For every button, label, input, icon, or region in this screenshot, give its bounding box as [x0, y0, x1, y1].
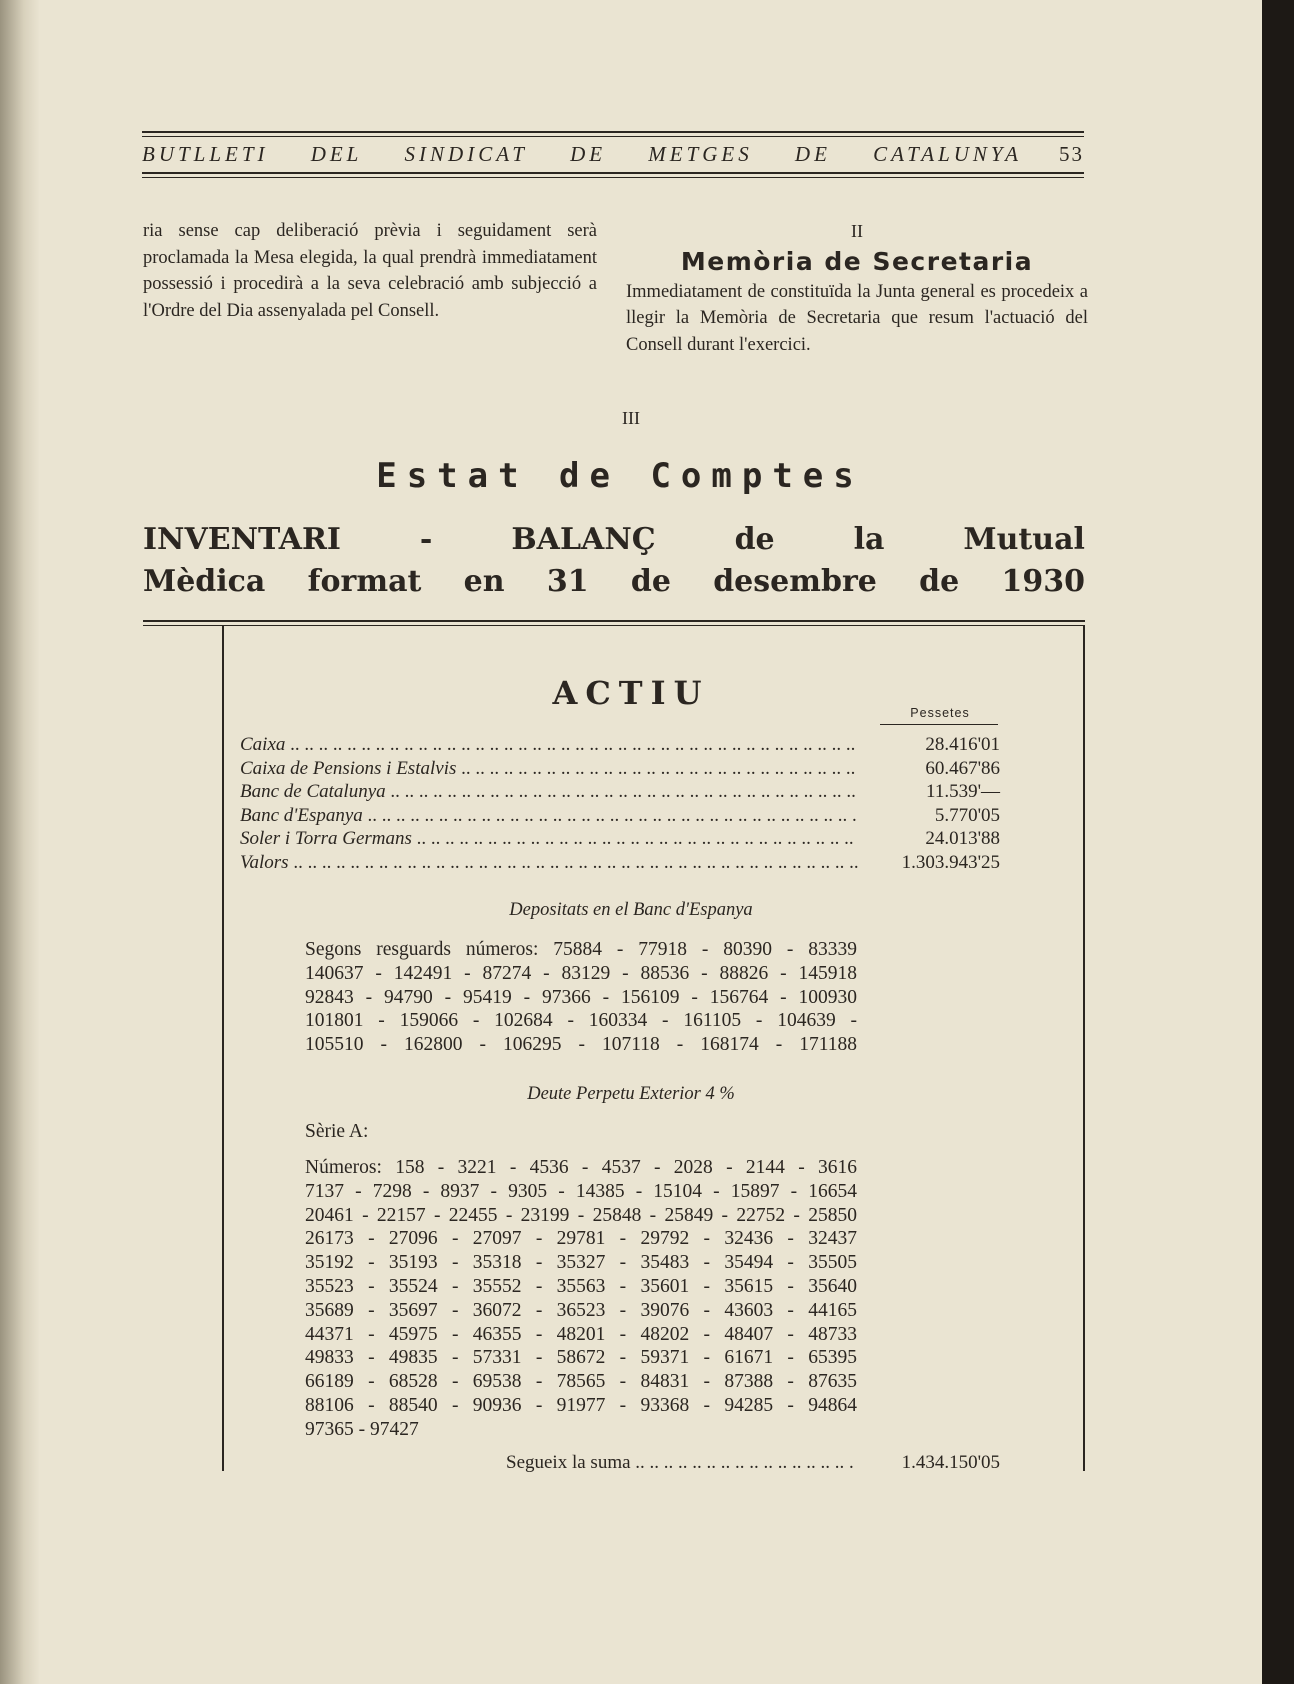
number-line: 44371 - 45975 - 46355 - 48201 - 48202 - 48407 - 48733 — [305, 1323, 857, 1345]
estat-de-comptes-title: Estat de Comptes — [376, 456, 864, 496]
header-rule-top — [142, 131, 1084, 133]
section-number-iii: III — [622, 408, 640, 428]
number-line: Números: 158 - 3221 - 4536 - 4537 - 2028 - 2144 - 3616 — [305, 1157, 857, 1178]
header-rule-bottom — [142, 172, 1084, 174]
number-line: 26173 - 27096 - 27097 - 29781 - 29792 - 32436 - 32437 — [305, 1228, 857, 1250]
total-label: Segueix la suma .. .. — [506, 1452, 854, 1474]
table-row — [240, 733, 1000, 757]
memoria-text: Immediatament de constituïda la Junta general es procedeix a llegir la Memòria de Secretaria que resum l'actuació del Consell durant l'exercici. — [626, 281, 1088, 355]
number-line: 35689 - 35697 - 36072 - 36523 - 39076 - 43603 - 44165 — [305, 1299, 857, 1321]
row-amount: 5.770'05 — [934, 804, 1000, 826]
box-rule-left — [222, 626, 224, 1471]
table-row — [240, 827, 1000, 851]
page-edge — [1262, 0, 1294, 1684]
subtitle-word: de — [919, 564, 960, 599]
page-number: 53 — [1059, 142, 1084, 166]
number-line: 49833 - 49835 - 57331 - 58672 - 59371 - 61671 - 65395 — [305, 1347, 857, 1369]
inventari-balanc-line-1 — [143, 522, 1085, 557]
right-column — [626, 218, 1088, 358]
header-rule-bottom-thin — [142, 177, 1084, 178]
subtitle-word: Mèdica — [143, 564, 266, 599]
row-amount: 24.013'88 — [925, 828, 1000, 849]
currency-label: Pessetes — [910, 706, 970, 720]
left-column-text: ria sense cap deliberació prèvia i seguidament serà proclamada la Mesa elegida, la qual prendrà immediatament possessió i procedirà a la seva celebració amb subjecció a l'Ordre del Dia assenyalada pel Consell. — [143, 221, 597, 321]
subtitle-word: format — [307, 564, 422, 599]
table-row — [240, 757, 1000, 781]
number-line: 20461 - 22157 - 22455 - 23199 - 25848 - 25849 - 22752 - 25850 — [305, 1204, 857, 1226]
table-row — [240, 851, 1000, 875]
row-label: Caixa .. .. — [240, 733, 858, 757]
row-label: Valors .. .. — [240, 851, 858, 875]
number-line: 66189 - 68528 - 69538 - 78565 - 84831 - 87388 - 87635 — [305, 1371, 857, 1393]
section-number-ii: II — [851, 221, 863, 241]
running-head-word: METGES — [648, 142, 753, 166]
total-amount: 1.434.150'05 — [901, 1452, 1000, 1473]
running-head-word: DE — [570, 142, 607, 166]
subtitle-word: Mutual — [963, 522, 1085, 557]
deute-numbers — [305, 1156, 857, 1442]
running-head — [142, 142, 1084, 167]
actiu-heading: ACTIU — [552, 674, 710, 712]
box-rule-top-thin — [143, 625, 1085, 626]
row-amount: 28.416'01 — [925, 734, 1000, 755]
row-amount: 11.539'— — [926, 781, 1000, 802]
subtitle-word: - — [419, 522, 433, 557]
number-line: 105510 - 162800 - 106295 - 107118 - 168174 - 171188 — [305, 1034, 857, 1056]
header-rule-top-thin — [142, 136, 1084, 137]
subtitle-word: en — [463, 564, 505, 599]
subtitle-word: 1930 — [1001, 564, 1085, 599]
running-head-word: CATALUNYA — [873, 142, 1022, 166]
running-head-word: SINDICAT — [404, 142, 528, 166]
subtitle-word: de — [630, 564, 671, 599]
row-amount: 1.303.943'25 — [901, 851, 1000, 873]
running-head-word: BUTLLETI — [142, 142, 269, 166]
depositats-numbers — [305, 938, 857, 1057]
subtitle-word: la — [853, 522, 885, 557]
number-line: 92843 - 94790 - 95419 - 97366 - 156109 - 156764 - 100930 — [305, 986, 857, 1008]
subtitle-word: 31 — [546, 564, 589, 599]
row-label: Banc d'Espanya .. .. — [240, 804, 858, 828]
number-line: 101801 - 159066 - 102684 - 160334 - 161105 - 104639 - — [305, 1010, 857, 1032]
row-label: Soler i Torra Germans .. .. — [240, 827, 858, 851]
number-line: 35192 - 35193 - 35318 - 35327 - 35483 - 35494 - 35505 — [305, 1252, 857, 1274]
number-line: 35523 - 35524 - 35552 - 35563 - 35601 - 35615 - 35640 — [305, 1275, 857, 1297]
depositats-heading: Depositats en el Banc d'Espanya — [509, 900, 753, 920]
box-rule-top — [143, 620, 1085, 622]
number-line: 140637 - 142491 - 87274 - 83129 - 88536 - 88826 - 145918 — [305, 962, 857, 984]
running-head-word: DEL — [310, 142, 363, 166]
subtitle-word: desembre — [713, 564, 877, 599]
number-line: 97365 - 97427 — [305, 1418, 419, 1440]
subtitle-word: BALANÇ — [511, 522, 656, 557]
box-rule-right — [1083, 626, 1085, 1471]
deute-heading: Deute Perpetu Exterior 4 % — [527, 1084, 735, 1104]
number-line: 7137 - 7298 - 8937 - 9305 - 14385 - 15104 - 15897 - 16654 — [305, 1180, 857, 1202]
table-row — [240, 804, 1000, 828]
running-head-title — [142, 142, 1022, 167]
number-line: 88106 - 88540 - 90936 - 91977 - 93368 - 94285 - 94864 — [305, 1394, 857, 1416]
inventari-balanc-line-2 — [143, 564, 1085, 599]
running-head-word: DE — [794, 142, 831, 166]
book-gutter — [0, 0, 40, 1684]
subtitle-word: INVENTARI — [143, 522, 341, 557]
memoria-title: Memòria de Secretaria — [680, 246, 1034, 276]
actiu-table — [240, 733, 1000, 874]
table-row — [240, 780, 1000, 804]
row-label: Banc de Catalunya .. .. — [240, 780, 858, 804]
row-label: Caixa de Pensions i Estalvis .. .. — [240, 757, 858, 781]
number-line: Segons resguards números: 75884 - 77918 - 80390 - 83339 — [305, 939, 857, 960]
row-amount: 60.467'86 — [925, 757, 1000, 779]
subtitle-word: de — [734, 522, 775, 557]
serie-label: Sèrie A: — [305, 1121, 369, 1142]
currency-rule — [880, 724, 998, 725]
